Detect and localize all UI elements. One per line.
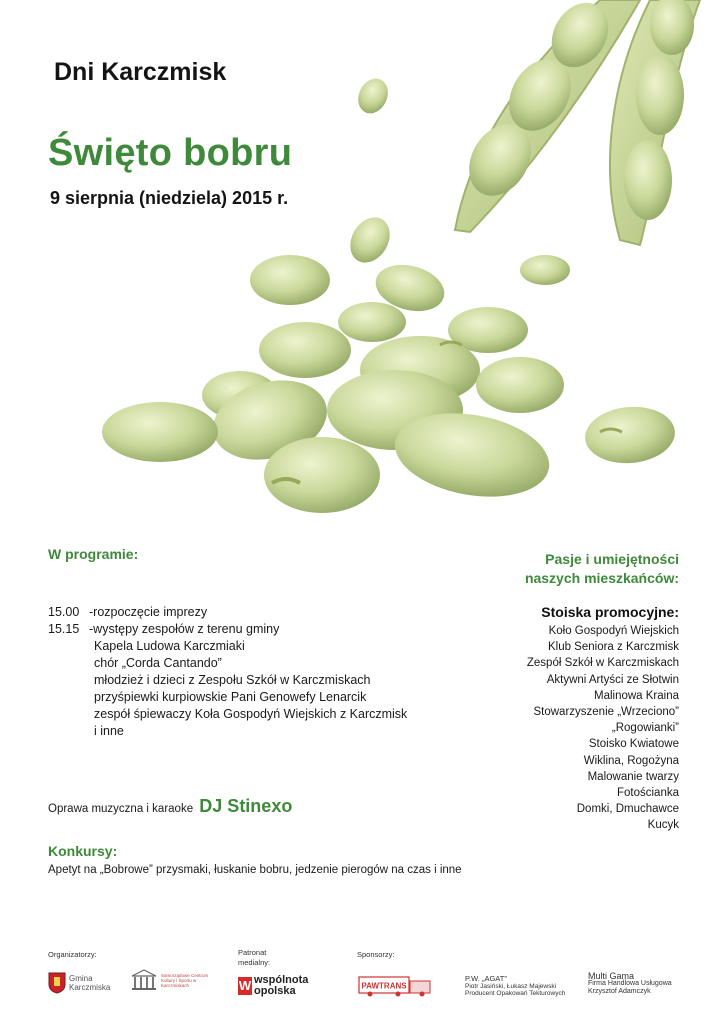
- wspolnota-opolska-logo: [238, 975, 308, 997]
- multigama-sponsor: [588, 972, 672, 996]
- agat-name: P.W. „AGAT”: [465, 974, 507, 983]
- event-date: 9 sierpnia (niedziela) 2015 r.: [50, 188, 289, 208]
- program-heading: W programie:: [48, 546, 139, 562]
- broad-beans-illustration: [80, 0, 723, 520]
- contests-text: Apetyt na „Bobrowe” przysmaki, łuskanie bobru, jedzenie pierogów na czas i inne: [48, 864, 462, 876]
- sponsors-label: Sponsorzy:: [357, 950, 395, 959]
- multigama-name: Multi Gama: [588, 971, 635, 981]
- performer-item: i inne: [94, 724, 124, 738]
- patron-label-line: Patronat: [238, 948, 267, 957]
- stand-item: Klub Seniora z Karczmisk: [547, 641, 679, 654]
- organizers-label: Organizatorzy:: [48, 950, 97, 959]
- program-item: [48, 621, 448, 638]
- stand-item: Wiklina, Rogożyna: [583, 754, 679, 767]
- performer-item: chór „Corda Cantando”: [94, 656, 222, 670]
- stand-item: Stoisko Kwiatowe: [588, 738, 679, 751]
- wspolnota-text-line: opolska: [254, 985, 296, 997]
- stand-item: Kucyk: [647, 819, 679, 832]
- building-icon: [130, 968, 158, 992]
- coat-of-arms-icon: [48, 972, 66, 994]
- passions-heading-line: naszych mieszkańców:: [524, 570, 679, 586]
- pawtrans-text: PAWTRANS: [361, 981, 407, 991]
- wspolnota-w-icon: W: [238, 978, 252, 993]
- program-text: -rozpoczęcie imprezy: [89, 605, 208, 619]
- stand-item: Stowarzyszenie „Wrzeciono”: [533, 706, 679, 719]
- performer-item: Kapela Ludowa Karczmiaki: [94, 639, 245, 653]
- event-prefix: Dni Karczmisk: [54, 58, 227, 86]
- program-list: [48, 604, 448, 740]
- pawtrans-logo: [358, 975, 434, 997]
- agat-people: Piotr Jasiński, Łukasz Majewski: [465, 982, 557, 990]
- performer-item: młodzież i dzieci z Zespołu Szkół w Karczmiskach: [94, 673, 371, 687]
- program-time: 15.15: [48, 622, 80, 636]
- passions-heading: [525, 550, 679, 588]
- passions-heading-line: Pasje i umiejętności: [545, 551, 679, 567]
- stand-item: Zespół Szkół w Karczmiskach: [526, 657, 679, 670]
- music-label: Oprawa muzyczna i karaoke: [48, 803, 194, 815]
- multigama-desc: Firma Handlowa Usługowa: [588, 980, 672, 987]
- music-line: [48, 796, 292, 817]
- stand-item: Malinowa Kraina: [593, 689, 679, 702]
- patron-label: [238, 948, 270, 968]
- wspolnota-text-line: wspólnota: [254, 974, 309, 986]
- stand-item: Malowanie twarzy: [587, 770, 679, 783]
- stand-item: Fotościanka: [616, 787, 679, 800]
- contests-heading: Konkursy:: [48, 843, 118, 859]
- gmina-karczmiska-logo: [48, 972, 110, 994]
- gmina-text-line: Karczmiska: [69, 983, 111, 992]
- culture-center-logo: [130, 968, 213, 992]
- performer-item: zespół śpiewaczy Koła Gospodyń Wiejskich z Karczmisk: [94, 707, 408, 721]
- stand-item: Aktywni Artyści ze Słotwin: [546, 673, 679, 686]
- agat-sponsor: [465, 975, 565, 998]
- stand-item: „Rogowianki”: [611, 722, 679, 735]
- stands-heading: Stoiska promocyjne:: [541, 604, 679, 620]
- dj-name: DJ Stinexo: [199, 796, 293, 816]
- gmina-text-line: Gmina: [69, 974, 93, 983]
- page-title: Święto bobru: [48, 132, 293, 174]
- stands-list: [527, 623, 679, 834]
- culture-center-text: Samorządowe Centrum Kultury i Sportu w Karczmiskach: [161, 972, 209, 988]
- program-item: [48, 604, 448, 621]
- performer-item: przyśpiewki kurpiowskie Pani Genowefy Lenarcik: [94, 690, 367, 704]
- program-time: 15.00: [48, 605, 80, 619]
- patron-label-line: medialny:: [238, 958, 271, 967]
- stand-item: Koło Gospodyń Wiejskich: [548, 625, 679, 637]
- agat-desc: Producent Opakowań Tekturowych: [465, 990, 566, 997]
- stand-item: Domki, Dmuchawce: [576, 803, 679, 816]
- program-text: -występy zespołów z terenu gminy: [89, 622, 280, 636]
- multigama-owner: Krzysztof Adamczyk: [588, 988, 651, 995]
